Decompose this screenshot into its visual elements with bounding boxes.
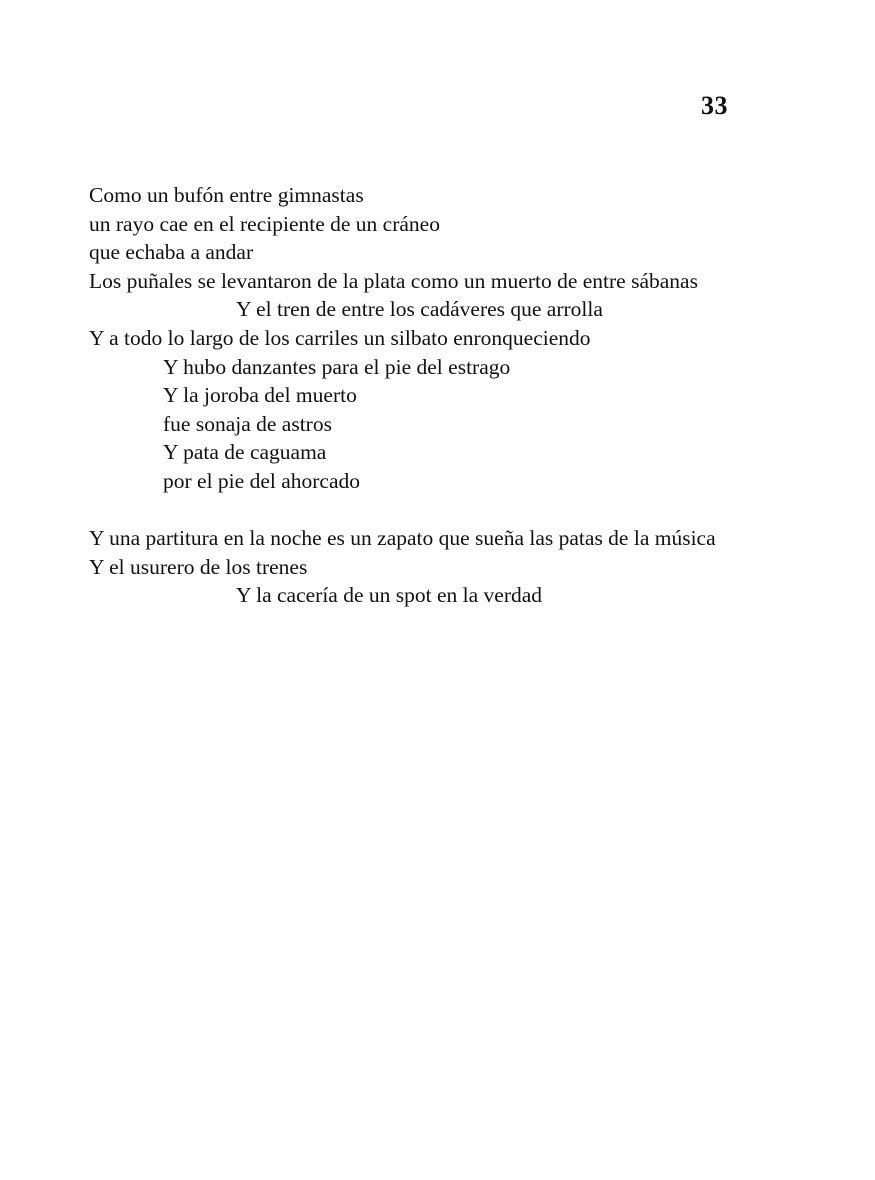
poem-line: Y hubo danzantes para el pie del estrago bbox=[163, 354, 511, 379]
poem-line: Y pata de caguama bbox=[163, 440, 327, 465]
poem-line: Y el tren de entre los cadáveres que arrolla bbox=[236, 297, 603, 322]
poem-line: que echaba a andar bbox=[89, 240, 254, 265]
poem-line: Y la joroba del muerto bbox=[163, 383, 357, 408]
poem-line: Y a todo lo largo de los carriles un silbato enronqueciendo bbox=[89, 325, 591, 350]
stanza-break bbox=[89, 496, 727, 525]
poem-line: Como un bufón entre gimnastas bbox=[89, 183, 364, 207]
poem-line: fue sonaja de astros bbox=[163, 411, 332, 436]
poem-line: por el pie del ahorcado bbox=[163, 468, 360, 493]
poem bbox=[89, 181, 727, 610]
poem-line: Los puñales se levantaron de la plata como un muerto de entre sábanas bbox=[89, 268, 698, 293]
stanza-2 bbox=[89, 524, 727, 610]
stanza-1 bbox=[89, 181, 727, 496]
page-number: 33 bbox=[701, 91, 728, 120]
poem-line: Y la cacería de un spot en la verdad bbox=[236, 583, 543, 608]
poem-line: un rayo cae en el recipiente de un cráneo bbox=[89, 211, 440, 236]
poem-line: Y el usurero de los trenes bbox=[89, 554, 308, 579]
poem-line: Y una partitura en la noche es un zapato que sueña las patas de la música bbox=[89, 526, 716, 551]
